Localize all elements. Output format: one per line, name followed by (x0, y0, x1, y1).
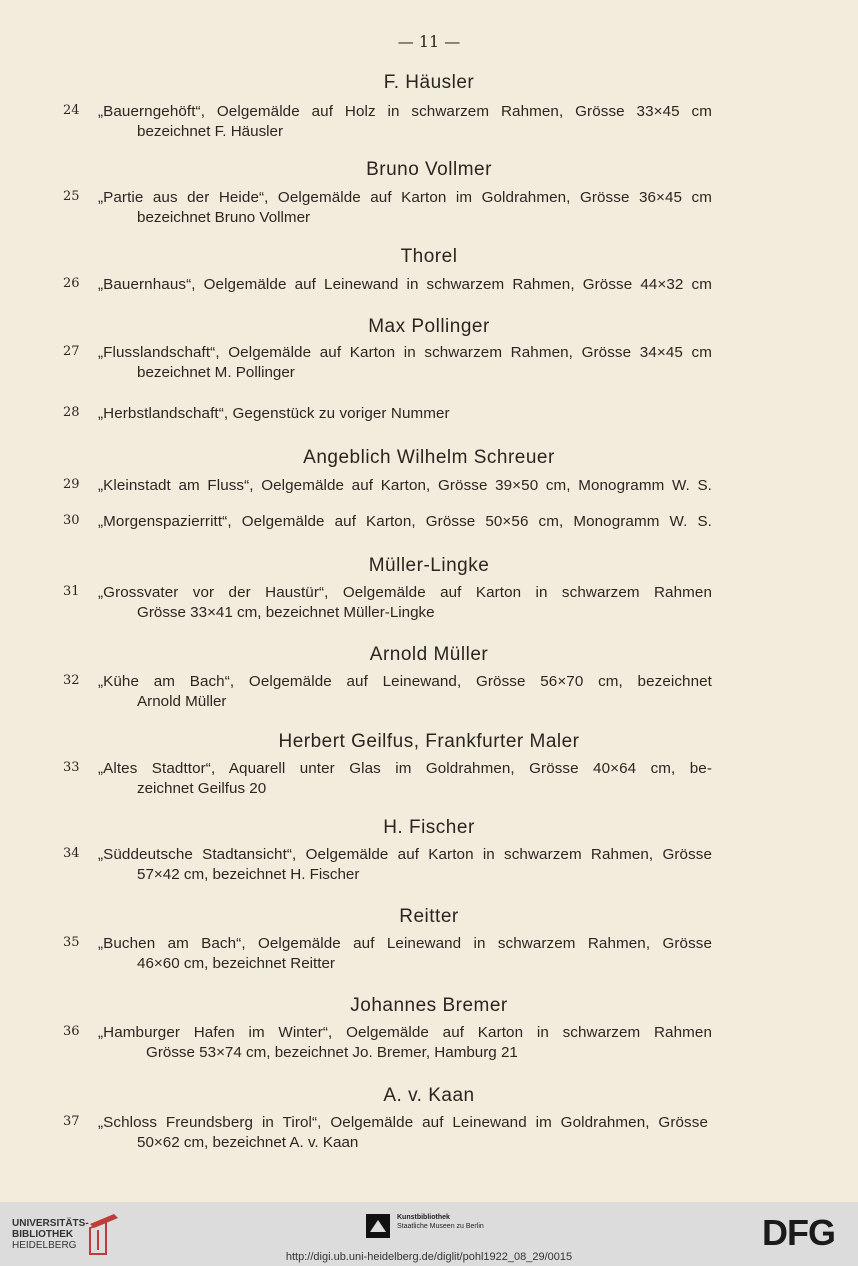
entry-number: 25 (63, 189, 80, 204)
entry-number: 24 (63, 103, 80, 118)
entry-number: 35 (63, 935, 80, 950)
entry-number: 32 (63, 673, 80, 688)
entry-detail: 57×42 cm, bezeichnet H. Fischer (137, 866, 360, 883)
artist-heading: Angeblich Wilhelm Schreuer (303, 447, 555, 468)
artist-heading: Johannes Bremer (350, 995, 508, 1016)
entry-detail: 50×62 cm, bezeichnet A. v. Kaan (137, 1134, 359, 1151)
entry-description: „Buchen am Bach“, Oelgemälde auf Leinewand in schwarzem Rahmen, Grösse (98, 935, 712, 952)
page-number: — 11 — (397, 32, 461, 51)
artist-heading: Reitter (399, 906, 459, 927)
artist-heading: H. Fischer (383, 817, 475, 838)
artist-heading: Müller-Lingke (368, 555, 490, 576)
entry-description: „Grossvater vor der Haustür“, Oelgemälde auf Karton in schwarzem Rahmen (98, 584, 712, 601)
entry-description: „Herbstlandschaft“, Gegenstück zu voriger Nummer (98, 405, 450, 422)
artist-heading: Thorel (400, 246, 458, 267)
entry-detail: zeichnet Geilfus 20 (137, 780, 267, 797)
entry-number: 31 (63, 584, 80, 599)
permalink-url[interactable]: http://digi.ub.uni-heidelberg.de/diglit/pohl1922_08_29/0015 (285, 1251, 573, 1263)
entry-number: 36 (63, 1024, 80, 1039)
entry-description: „Hamburger Hafen im Winter“, Oelgemälde auf Karton in schwarzem Rahmen (98, 1024, 712, 1041)
artist-heading: Herbert Geilfus, Frankfurter Maler (278, 731, 580, 752)
entry-detail: bezeichnet M. Pollinger (137, 364, 295, 381)
kunstbibliothek-logo-icon[interactable] (366, 1214, 390, 1242)
entry-description: „Süddeutsche Stadtansicht“, Oelgemälde auf Karton in schwarzem Rahmen, Grösse (98, 846, 712, 863)
entry-description: „Kühe am Bach“, Oelgemälde auf Leinewand, Grösse 56×70 cm, bezeichnet (98, 673, 712, 690)
entry-description: „Bauerngehöft“, Oelgemälde auf Holz in schwarzem Rahmen, Grösse 33×45 cm (98, 103, 712, 120)
artist-heading: Arnold Müller (369, 644, 489, 665)
entry-number: 30 (63, 513, 80, 528)
entry-description: „Schloss Freundsberg in Tirol“, Oelgemälde auf Leinewand im Goldrahmen, Grösse (98, 1114, 708, 1131)
artist-heading: Bruno Vollmer (366, 159, 492, 180)
entry-number: 29 (63, 477, 80, 492)
digitization-footer (0, 1202, 858, 1266)
artist-heading: Max Pollinger (368, 316, 490, 337)
entry-detail: bezeichnet F. Häusler (137, 123, 284, 140)
entry-number: 28 (63, 405, 80, 420)
artist-heading: A. v. Kaan (383, 1085, 475, 1106)
artist-heading: F. Häusler (383, 72, 475, 93)
entry-number: 26 (63, 276, 80, 291)
university-library-name[interactable]: UNIVERSITÄTS- BIBLIOTHEK HEIDELBERG (12, 1218, 89, 1251)
entry-detail: Arnold Müller (137, 693, 227, 710)
entry-number: 27 (63, 344, 80, 359)
entry-detail: Grösse 53×74 cm, bezeichnet Jo. Bremer, Hamburg 21 (146, 1044, 518, 1061)
entry-detail: bezeichnet Bruno Vollmer (137, 209, 311, 226)
entry-description: „Bauernhaus“, Oelgemälde auf Leinewand in schwarzem Rahmen, Grösse 44×32 cm (98, 276, 712, 293)
entry-detail: 46×60 cm, bezeichnet Reitter (137, 955, 335, 972)
entry-number: 37 (63, 1114, 80, 1129)
dfg-logo[interactable]: DFG (762, 1212, 835, 1253)
entry-description: „Morgenspazierritt“, Oelgemälde auf Karton, Grösse 50×56 cm, Monogramm W. S. (98, 513, 712, 530)
kunstbibliothek-name[interactable]: Kunstbibliothek Staatliche Museen zu Berlin (397, 1214, 484, 1230)
entry-description: „Altes Stadttor“, Aquarell unter Glas im Goldrahmen, Grösse 40×64 cm, be- (98, 760, 712, 777)
entry-description: „Flusslandschaft“, Oelgemälde auf Karton in schwarzem Rahmen, Grösse 34×45 cm (98, 344, 712, 361)
entry-number: 33 (63, 760, 80, 775)
entry-number: 34 (63, 846, 80, 861)
entry-detail: Grösse 33×41 cm, bezeichnet Müller-Lingke (137, 604, 435, 621)
entry-description: „Kleinstadt am Fluss“, Oelgemälde auf Karton, Grösse 39×50 cm, Monogramm W. S. (98, 477, 712, 494)
entry-description: „Partie aus der Heide“, Oelgemälde auf Karton im Goldrahmen, Grösse 36×45 cm (98, 189, 712, 206)
